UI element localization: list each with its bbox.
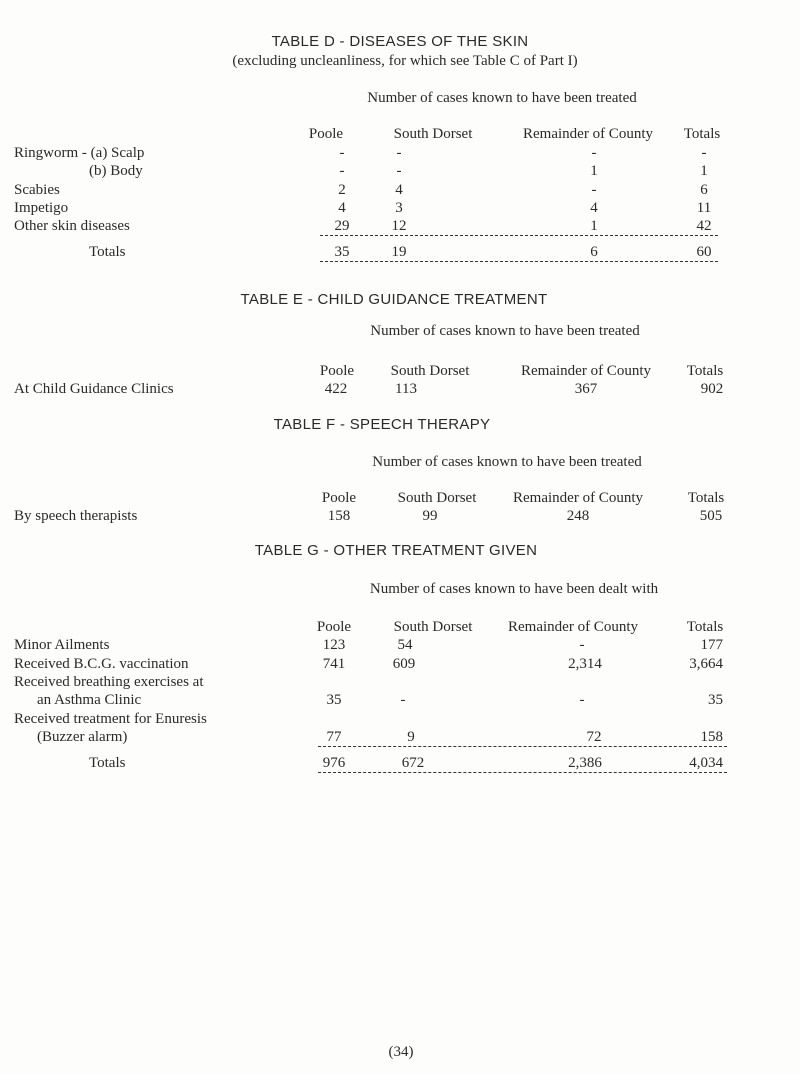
table-g-row-label-line1: Received breathing exercises at bbox=[14, 674, 204, 690]
table-g-total-cell: 672 bbox=[401, 755, 425, 771]
table-d-cell: 6 bbox=[700, 182, 708, 198]
table-d-cell: - bbox=[591, 182, 597, 198]
table-d-cell: 1 bbox=[700, 163, 708, 179]
table-g-cell: 609 bbox=[392, 656, 416, 672]
table-f-header-poole: Poole bbox=[321, 490, 357, 506]
table-d-row-label: (b) Body bbox=[89, 163, 143, 179]
table-g-caption: Number of cases known to have been dealt with bbox=[369, 581, 659, 597]
table-g-cell: 177 bbox=[700, 637, 723, 653]
table-f-row-label: By speech therapists bbox=[14, 508, 138, 524]
table-e-title: TABLE E - CHILD GUIDANCE TREATMENT bbox=[240, 291, 548, 308]
table-g-cell: 2,314 bbox=[568, 656, 602, 672]
table-g-cell: 35 bbox=[708, 692, 723, 708]
table-f-header-south-dorset: South Dorset bbox=[397, 490, 477, 506]
table-g-row-label: Minor Ailments bbox=[14, 637, 110, 653]
table-g-subtotal-rule bbox=[318, 746, 727, 747]
table-d-subtotal-rule bbox=[320, 235, 718, 236]
table-g-cell: - bbox=[579, 692, 585, 708]
table-f-cell: 248 bbox=[566, 508, 590, 524]
table-g-row-label: (Buzzer alarm) bbox=[37, 729, 128, 745]
table-d-cell: 12 bbox=[391, 218, 407, 234]
table-f-title: TABLE F - SPEECH THERAPY bbox=[273, 416, 491, 433]
table-g-cell: 72 bbox=[586, 729, 602, 745]
table-g-cell: 54 bbox=[397, 637, 413, 653]
table-g-total-cell: 2,386 bbox=[568, 755, 602, 771]
table-d-caption: Number of cases known to have been treated bbox=[367, 90, 637, 106]
table-d-total-cell: 19 bbox=[391, 244, 407, 260]
table-g-cell: 77 bbox=[326, 729, 342, 745]
table-d-cell: 4 bbox=[590, 200, 598, 216]
table-g-totals-label: Totals bbox=[89, 755, 126, 771]
table-g-total-cell: 4,034 bbox=[689, 755, 723, 771]
page-number: (34) bbox=[388, 1044, 414, 1060]
table-d-cell: 2 bbox=[338, 182, 346, 198]
table-g-cell: 741 bbox=[322, 656, 346, 672]
table-g-total-rule bbox=[318, 772, 727, 773]
table-g-cell: - bbox=[579, 637, 585, 653]
table-g-cell: 123 bbox=[322, 637, 346, 653]
table-e-header-poole: Poole bbox=[319, 363, 355, 379]
table-d-row-label: Scabies bbox=[14, 182, 60, 198]
table-d-cell: - bbox=[396, 163, 402, 179]
table-g-header-south-dorset: South Dorset bbox=[393, 619, 473, 635]
table-d-total-rule bbox=[320, 261, 718, 262]
table-d-header-totals: Totals bbox=[683, 126, 721, 142]
table-g-header-totals: Totals bbox=[686, 619, 724, 635]
table-d-header-south-dorset: South Dorset bbox=[393, 126, 473, 142]
table-d-row-label: Impetigo bbox=[14, 200, 69, 216]
table-d-total-cell: 60 bbox=[696, 244, 712, 260]
table-f-caption: Number of cases known to have been treated bbox=[372, 454, 642, 470]
table-d-cell: 3 bbox=[395, 200, 403, 216]
table-g-row-label-line1: Received treatment for Enuresis bbox=[14, 711, 207, 727]
table-g-cell: 158 bbox=[700, 729, 723, 745]
table-g-header-remainder: Remainder of County bbox=[508, 619, 638, 635]
table-g-row-label: Received B.C.G. vaccination bbox=[14, 656, 189, 672]
table-d-cell: 1 bbox=[590, 163, 598, 179]
table-g-header-poole: Poole bbox=[316, 619, 352, 635]
table-g-cell: 9 bbox=[407, 729, 415, 745]
table-g-cell: 3,664 bbox=[689, 656, 723, 672]
table-g-total-cell: 976 bbox=[322, 755, 346, 771]
table-d-cell: 11 bbox=[696, 200, 712, 216]
table-f-cell: 99 bbox=[422, 508, 438, 524]
table-e-header-south-dorset: South Dorset bbox=[390, 363, 470, 379]
table-e-caption: Number of cases known to have been treated bbox=[370, 323, 640, 339]
table-e-row-label: At Child Guidance Clinics bbox=[14, 381, 174, 397]
table-d-totals-label: Totals bbox=[89, 244, 126, 260]
table-f-cell: 158 bbox=[327, 508, 351, 524]
table-e-cell: 902 bbox=[700, 381, 724, 397]
table-d-cell: - bbox=[396, 145, 402, 161]
table-e-cell: 422 bbox=[324, 381, 348, 397]
table-d-header-poole: Poole bbox=[308, 126, 344, 142]
table-d-title: TABLE D - DISEASES OF THE SKIN bbox=[271, 33, 529, 50]
table-f-header-totals: Totals bbox=[687, 490, 725, 506]
table-d-cell: - bbox=[701, 145, 707, 161]
table-d-cell: - bbox=[339, 145, 345, 161]
table-d-total-cell: 6 bbox=[590, 244, 598, 260]
table-e-header-totals: Totals bbox=[686, 363, 724, 379]
table-d-cell: - bbox=[339, 163, 345, 179]
table-d-cell: 1 bbox=[590, 218, 598, 234]
table-e-header-remainder: Remainder of County bbox=[521, 363, 651, 379]
table-d-header-remainder: Remainder of County bbox=[523, 126, 653, 142]
table-g-cell: 35 bbox=[326, 692, 342, 708]
table-f-header-remainder: Remainder of County bbox=[513, 490, 643, 506]
table-d-row-label: Ringworm - (a) Scalp bbox=[14, 145, 145, 161]
table-g-title: TABLE G - OTHER TREATMENT GIVEN bbox=[254, 542, 538, 559]
table-d-cell: 4 bbox=[338, 200, 346, 216]
table-e-cell: 113 bbox=[395, 381, 417, 397]
table-d-subtitle: (excluding uncleanliness, for which see Table C of Part I) bbox=[232, 53, 578, 69]
table-d-cell: 4 bbox=[395, 182, 403, 198]
table-g-row-label: an Asthma Clinic bbox=[37, 692, 142, 708]
table-e-cell: 367 bbox=[574, 381, 598, 397]
table-g-cell: - bbox=[400, 692, 406, 708]
table-d-total-cell: 35 bbox=[334, 244, 350, 260]
table-d-row-label: Other skin diseases bbox=[14, 218, 130, 234]
table-d-cell: 29 bbox=[334, 218, 350, 234]
table-f-cell: 505 bbox=[699, 508, 723, 524]
table-d-cell: - bbox=[591, 145, 597, 161]
table-d-cell: 42 bbox=[696, 218, 712, 234]
